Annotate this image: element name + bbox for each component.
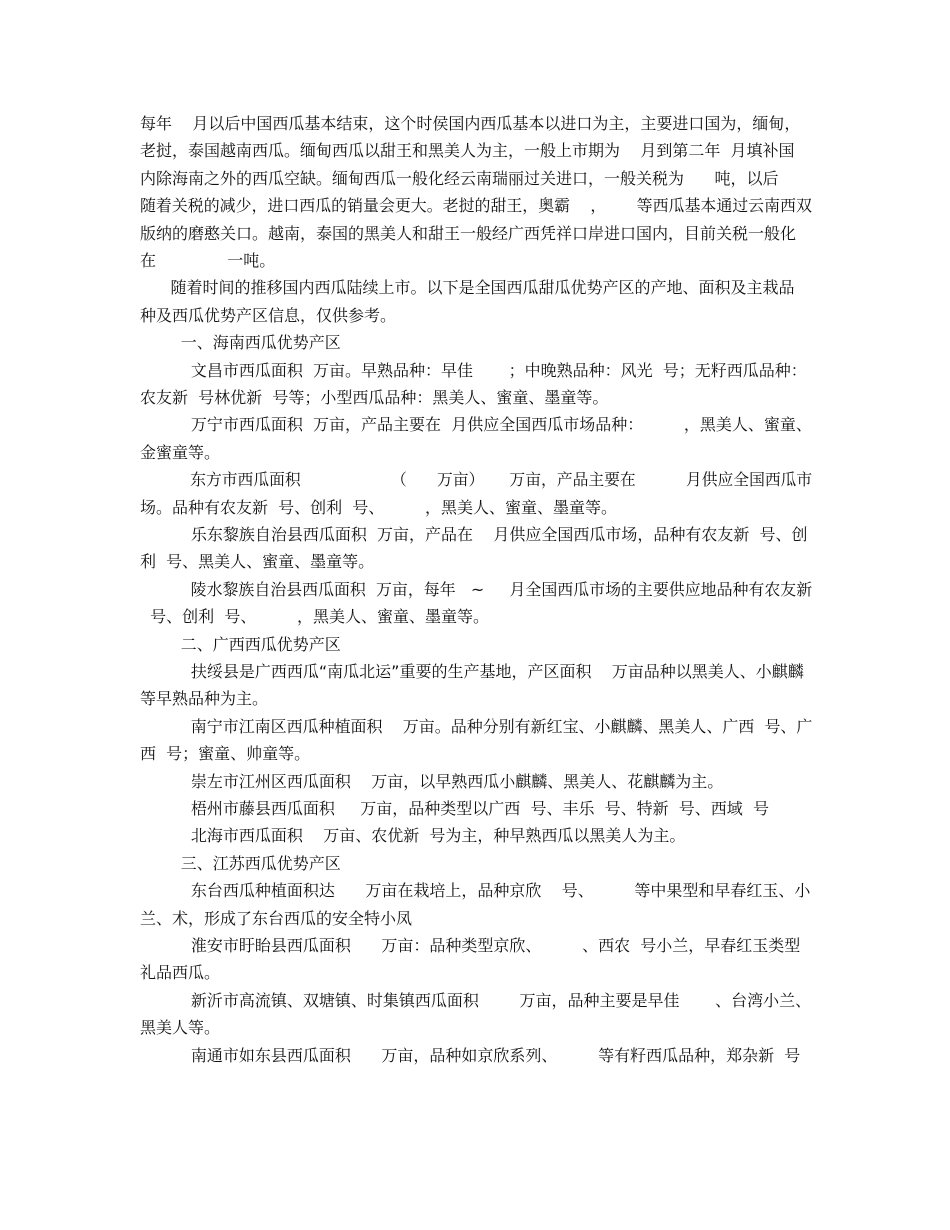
text-line: 号、创利 号、 ，黑美人、蜜童、墨童等。 (140, 607, 490, 626)
text-line: 老挝，泰国越南西瓜。缅甸西瓜以甜王和黑美人为主，一般上市期为 月到第二年 月填补国 (140, 141, 795, 160)
text-line: 三、江苏西瓜优势产区 (140, 854, 341, 873)
text-line: 黑美人等。 (140, 1018, 221, 1037)
text-line: 版纳的磨憨关口。越南，泰国的黑美人和甜王一般经广西凭祥口岸进口国内，目前关税一般化 (140, 224, 797, 243)
text-line: 扶绥县是广西西瓜“南瓜北运”重要的生产基地，产区面积 万亩品种以黑美人、小麒麟 (140, 662, 804, 681)
text-line: 内除海南之外的西瓜空缺。缅甸西瓜一般化经云南瑞丽过关进口，一般关税为 吨，以后 (140, 169, 779, 188)
text-line: 在 一吨。 (140, 251, 276, 270)
text-line: 金蜜童等。 (140, 443, 221, 462)
text-line: 新沂市高流镇、双塘镇、时集镇西瓜面积 万亩，品种主要是早佳 、台湾小兰、 (140, 991, 812, 1010)
text-line: 利 号、黑美人、蜜童、墨童等。 (140, 552, 375, 571)
text-line: 一、海南西瓜优势产区 (140, 333, 341, 352)
text-line: 场。品种有农友新 号、创利 号、 ，黑美人、蜜童、墨童等。 (140, 498, 618, 517)
text-line: 随着关税的减少，进口西瓜的销量会更大。老挝的甜王，奥霸 ， 等西瓜基本通过云南西双 (140, 196, 812, 215)
text-line: 农友新 号林优新 号等；小型西瓜品种：黑美人、蜜童、墨童等。 (140, 388, 609, 407)
text-line: 二、广西西瓜优势产区 (140, 635, 341, 654)
text-line: 每年 月以后中国西瓜基本结束，这个时侯国内西瓜基本以进口为主，主要进口国为，缅甸， (140, 114, 801, 133)
text-line: 万宁市西瓜面积 万亩，产品主要在 月供应全国西瓜市场品种： ，黑美人、蜜童、 (140, 415, 812, 434)
text-line: 东方市西瓜面积 （ 万亩） 万亩，产品主要在 月供应全国西瓜市 (140, 470, 813, 489)
text-line: 崇左市江州区西瓜面积 万亩，以早熟西瓜小麒麟、黑美人、花麒麟为主。 (140, 772, 724, 791)
text-line: 等早熟品种为主。 (140, 689, 269, 708)
text-line: 文昌市西瓜面积 万亩。早熟品种：早佳 ；中晚熟品种：风光 号；无籽西瓜品种： (140, 361, 807, 380)
text-line: 南通市如东县西瓜面积 万亩，品种如京欣系列、 等有籽西瓜品种，郑杂新 号 (140, 1046, 801, 1065)
text-line: 乐东黎族自治县西瓜面积 万亩，产品在 月供应全国西瓜市场，品种有农友新 号、创 (140, 525, 808, 544)
text-line: 东台西瓜种植面积达 万亩在栽培上，品种京欣 号、 等中果型和早春红玉、小 (140, 881, 811, 900)
text-line: 随着时间的推移国内西瓜陆续上市。以下是全国西瓜甜瓜优势产区的产地、面积及主栽品 (140, 278, 795, 297)
text-line: 南宁市江南区西瓜种植面积 万亩。品种分别有新红宝、小麒麟、黑美人、广西 号、广 (140, 717, 813, 736)
text-line: 兰、术，形成了东台西瓜的安全特小凤 (140, 909, 413, 928)
text-line: 西 号；蜜童、帅童等。 (140, 744, 311, 763)
text-line: 淮安市盱眙县西瓜面积 万亩：品种类型京欣、 、西农 号小兰，早春红玉类型 (140, 936, 801, 955)
text-line: 北海市西瓜面积 万亩、农优新 号为主，种早熟西瓜以黑美人为主。 (140, 826, 686, 845)
text-line: 陵水黎族自治县西瓜面积 万亩，每年 ~ 月全国西瓜市场的主要供应地品种有农友新 (140, 580, 813, 599)
text-line: 种及西瓜优势产区信息，仅供参考。 (140, 306, 397, 325)
text-line: 梧州市藤县西瓜面积 万亩，品种类型以广西 号、丰乐 号、特新 号、西域 号 (140, 799, 769, 818)
text-line: 礼品西瓜。 (140, 963, 221, 982)
